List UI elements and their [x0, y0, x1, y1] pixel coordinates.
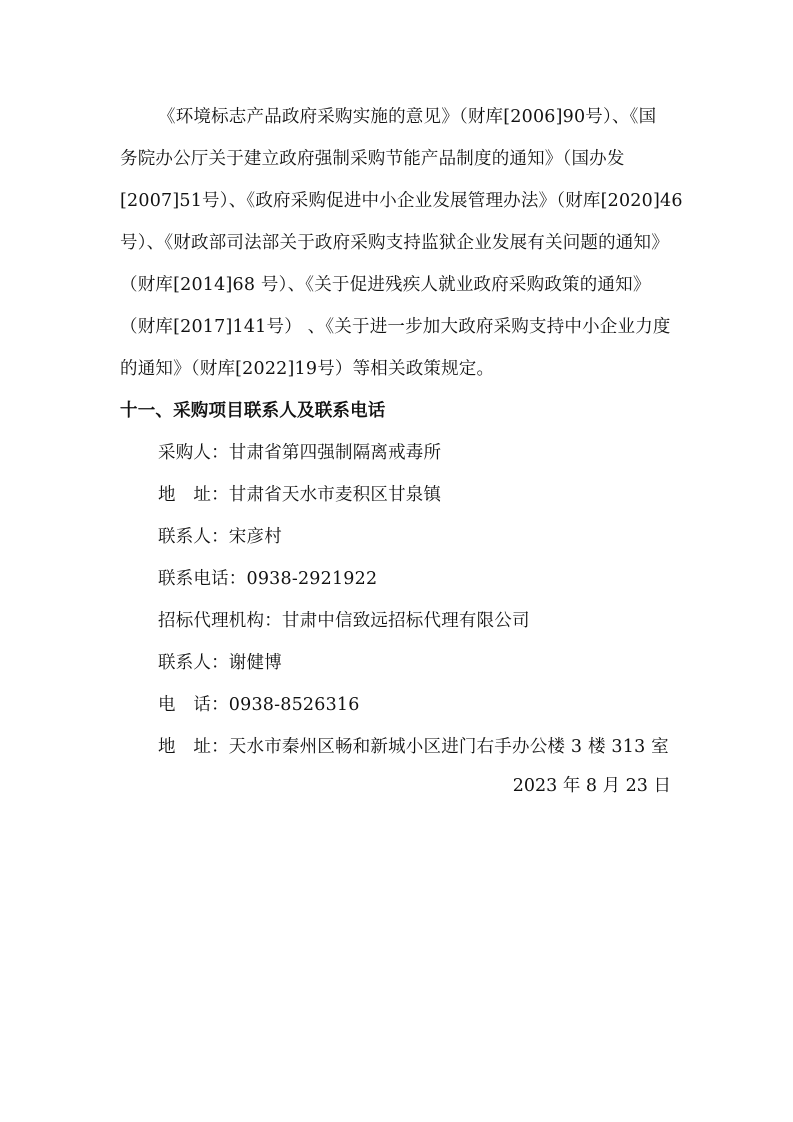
purchaser-phone-line: 联系电话：0938-2921922 — [158, 569, 378, 589]
policy-line-1: 《环境标志产品政府采购实施的意见》（财库[2006]90号）、《国 — [158, 107, 657, 127]
agency-contact-line: 联系人：谢健博 — [158, 653, 282, 673]
agency-address-line: 地 址：天水市秦州区畅和新城小区进门右手办公楼 3 楼 313 室 — [158, 737, 669, 757]
document-date: 2023 年 8 月 23 日 — [512, 776, 671, 796]
purchaser-address-line: 地 址：甘肃省天水市麦积区甘泉镇 — [158, 485, 442, 505]
policy-line-6: （财库[2017]141号） 、《关于进一步加大政府采购支持中小企业力度 — [120, 317, 671, 337]
policy-line-2: 务院办公厅关于建立政府强制采购节能产品制度的通知》（国办发 — [120, 149, 625, 169]
section-heading: 十一、采购项目联系人及联系电话 — [120, 401, 386, 421]
purchaser-contact-line: 联系人：宋彦村 — [158, 527, 282, 547]
agency-line: 招标代理机构：甘肃中信致远招标代理有限公司 — [158, 611, 530, 631]
policy-line-3: [2007]51号）、《政府采购促进中小企业发展管理办法》（财库[2020]46 — [120, 191, 683, 211]
agency-phone-line: 电 话：0938-8526316 — [158, 695, 360, 715]
policy-line-7: 的通知》（财库[2022]19号）等相关政策规定。 — [120, 359, 495, 379]
policy-line-4: 号）、《财政部司法部关于政府采购支持监狱企业发展有关问题的通知》 — [120, 233, 669, 253]
purchaser-line: 采购人：甘肃省第四强制隔离戒毒所 — [158, 443, 442, 463]
policy-line-5: （财库[2014]68 号）、《关于促进残疾人就业政府采购政策的通知》 — [120, 275, 651, 295]
